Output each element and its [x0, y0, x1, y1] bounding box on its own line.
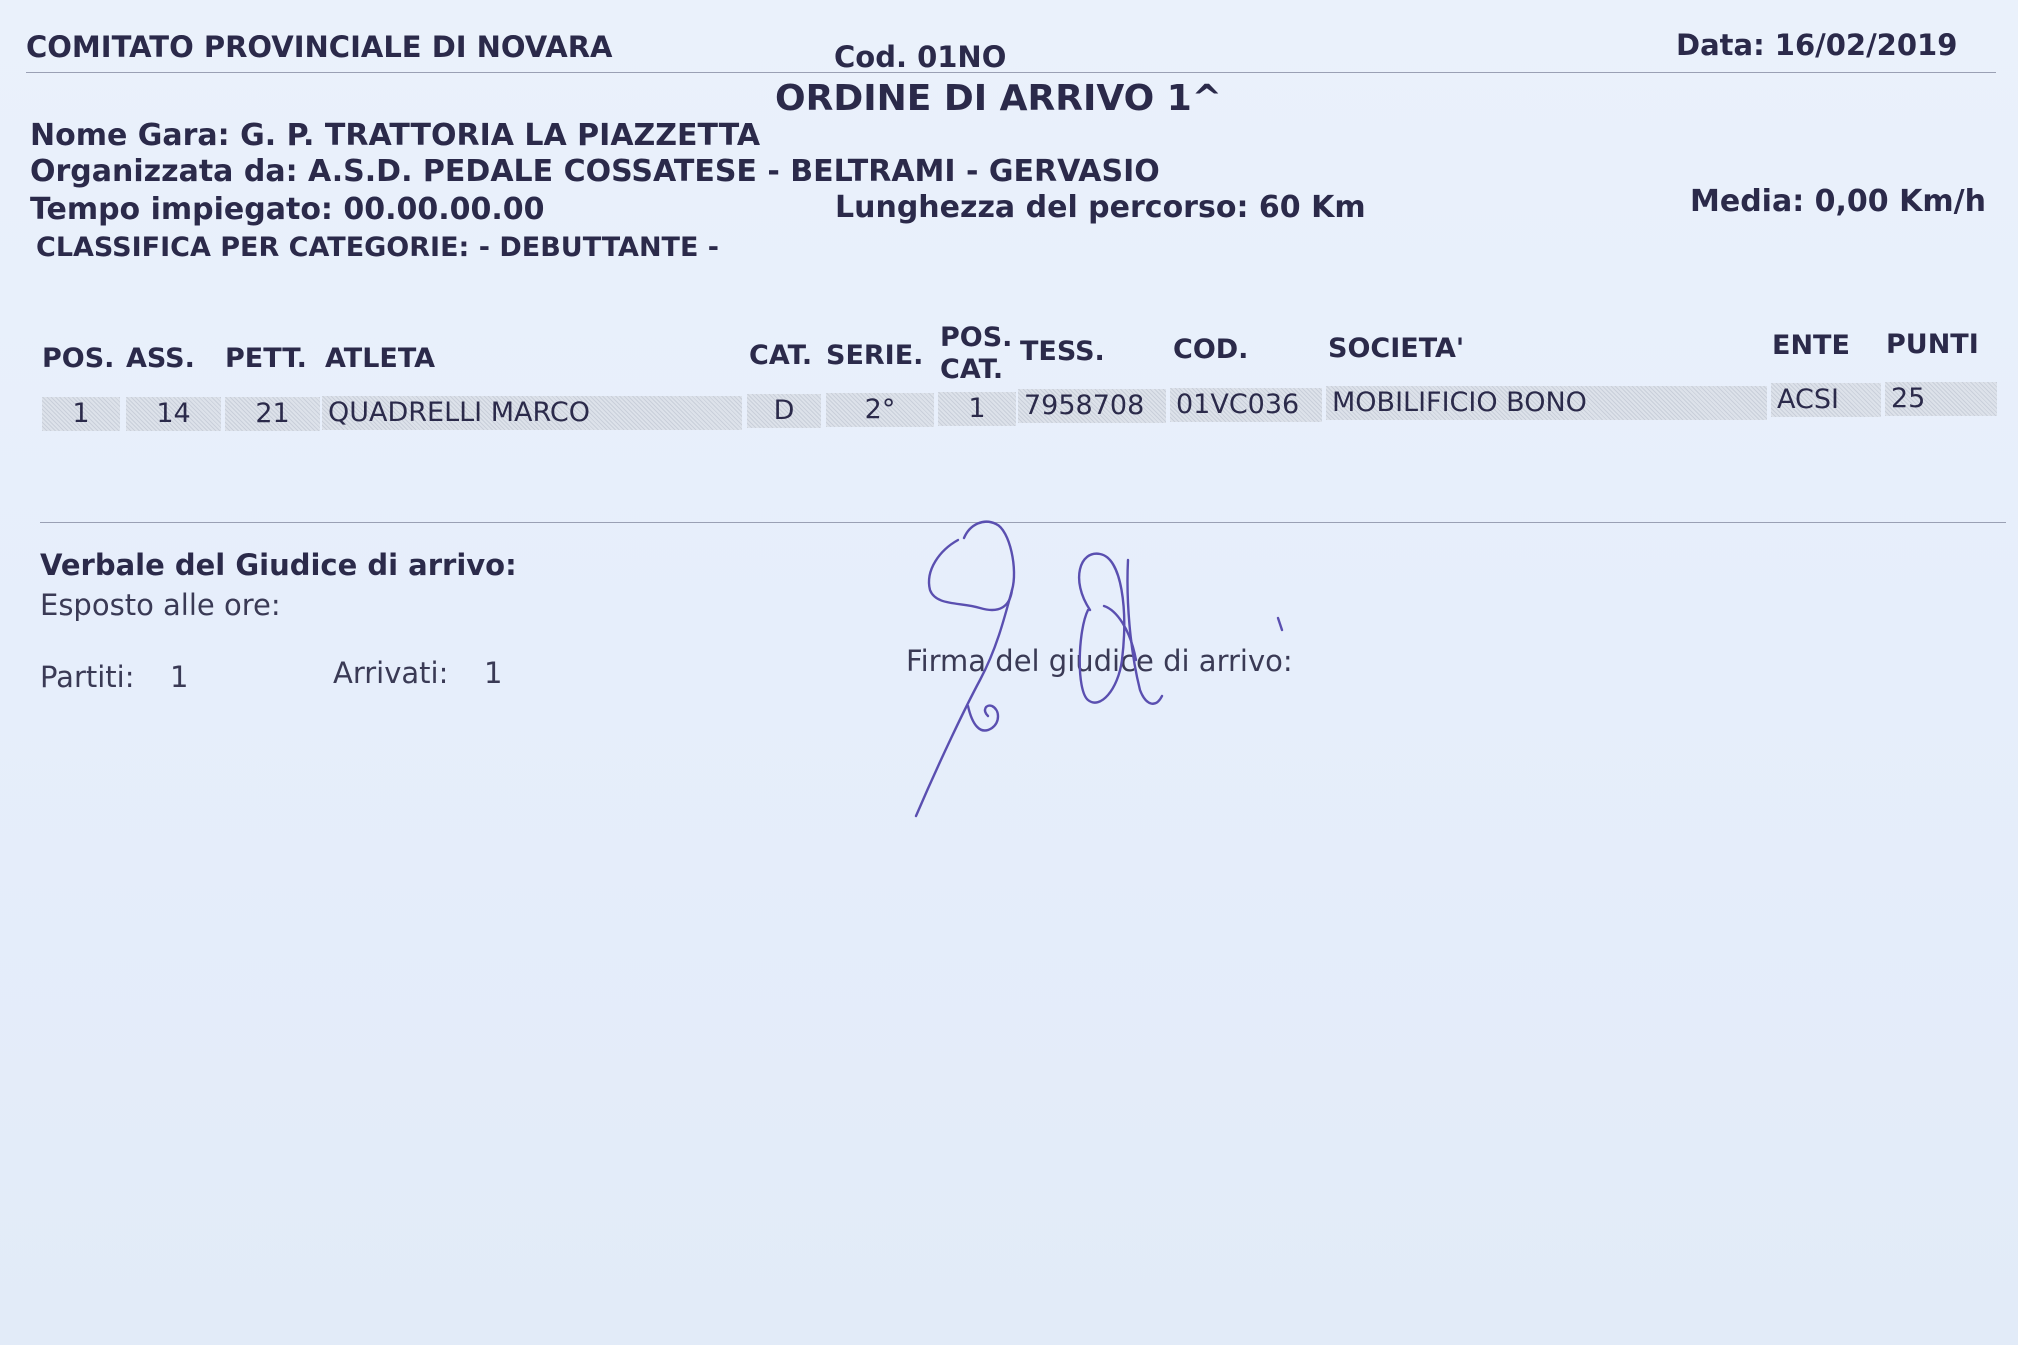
col-header-poscat-line1: POS. [940, 322, 1013, 353]
cell-serie: 2° [826, 393, 934, 427]
cell-punti: 25 [1885, 382, 1997, 416]
cell-ass: 14 [126, 397, 221, 431]
cell-atleta: QUADRELLI MARCO [322, 396, 742, 430]
partiti-value: 1 [170, 660, 189, 694]
col-header-poscat-line2: CAT. [940, 354, 1004, 385]
document-date: Data: 16/02/2019 [1676, 28, 1958, 62]
verbale-label: Verbale del Giudice di arrivo: [40, 548, 517, 582]
cell-pos: 1 [42, 397, 120, 431]
cell-pett: 21 [225, 397, 320, 431]
cell-cat: D [747, 394, 821, 428]
esposto-label: Esposto alle ore: [40, 588, 281, 622]
col-header-societa: SOCIETA' [1328, 333, 1465, 364]
race-organizer: Organizzata da: A.S.D. PEDALE COSSATESE - BELTRAMI - GERVASIO [30, 154, 1160, 189]
arrivati-value: 1 [484, 656, 503, 690]
committee-code: Cod. 01NO [834, 40, 1007, 74]
header-divider [26, 72, 1996, 73]
col-header-serie: SERIE. [826, 340, 924, 371]
race-time: Tempo impiegato: 00.00.00.00 [30, 192, 545, 227]
col-header-punti: PUNTI [1886, 329, 1979, 360]
col-header-ass: ASS. [126, 343, 195, 374]
col-header-cod: COD. [1173, 334, 1249, 365]
arrivati-label: Arrivati: [333, 656, 449, 690]
firma-label: Firma del giudice di arrivo: [906, 644, 1293, 678]
cell-ente: ACSI [1771, 383, 1881, 417]
col-header-atleta: ATLETA [325, 343, 436, 374]
race-category: CLASSIFICA PER CATEGORIE: - DEBUTTANTE - [36, 232, 720, 263]
col-header-pos: POS. [42, 343, 115, 374]
committee-name: COMITATO PROVINCIALE DI NOVARA [26, 30, 613, 64]
race-length: Lunghezza del percorso: 60 Km [835, 190, 1366, 225]
footer-divider [40, 522, 2006, 523]
cell-cod: 01VC036 [1170, 388, 1322, 422]
col-header-ente: ENTE [1772, 330, 1850, 361]
partiti-label: Partiti: [40, 660, 135, 694]
race-name: Nome Gara: G. P. TRATTORIA LA PIAZZETTA [30, 118, 761, 153]
col-header-tess: TESS. [1020, 336, 1105, 367]
document-title: ORDINE DI ARRIVO 1^ [775, 78, 1222, 119]
race-average: Media: 0,00 Km/h [1690, 184, 1986, 219]
col-header-pett: PETT. [225, 343, 307, 374]
col-header-cat: CAT. [749, 340, 813, 371]
cell-poscat: 1 [938, 392, 1016, 426]
cell-tess: 7958708 [1018, 389, 1166, 423]
cell-societa: MOBILIFICIO BONO [1326, 386, 1767, 420]
